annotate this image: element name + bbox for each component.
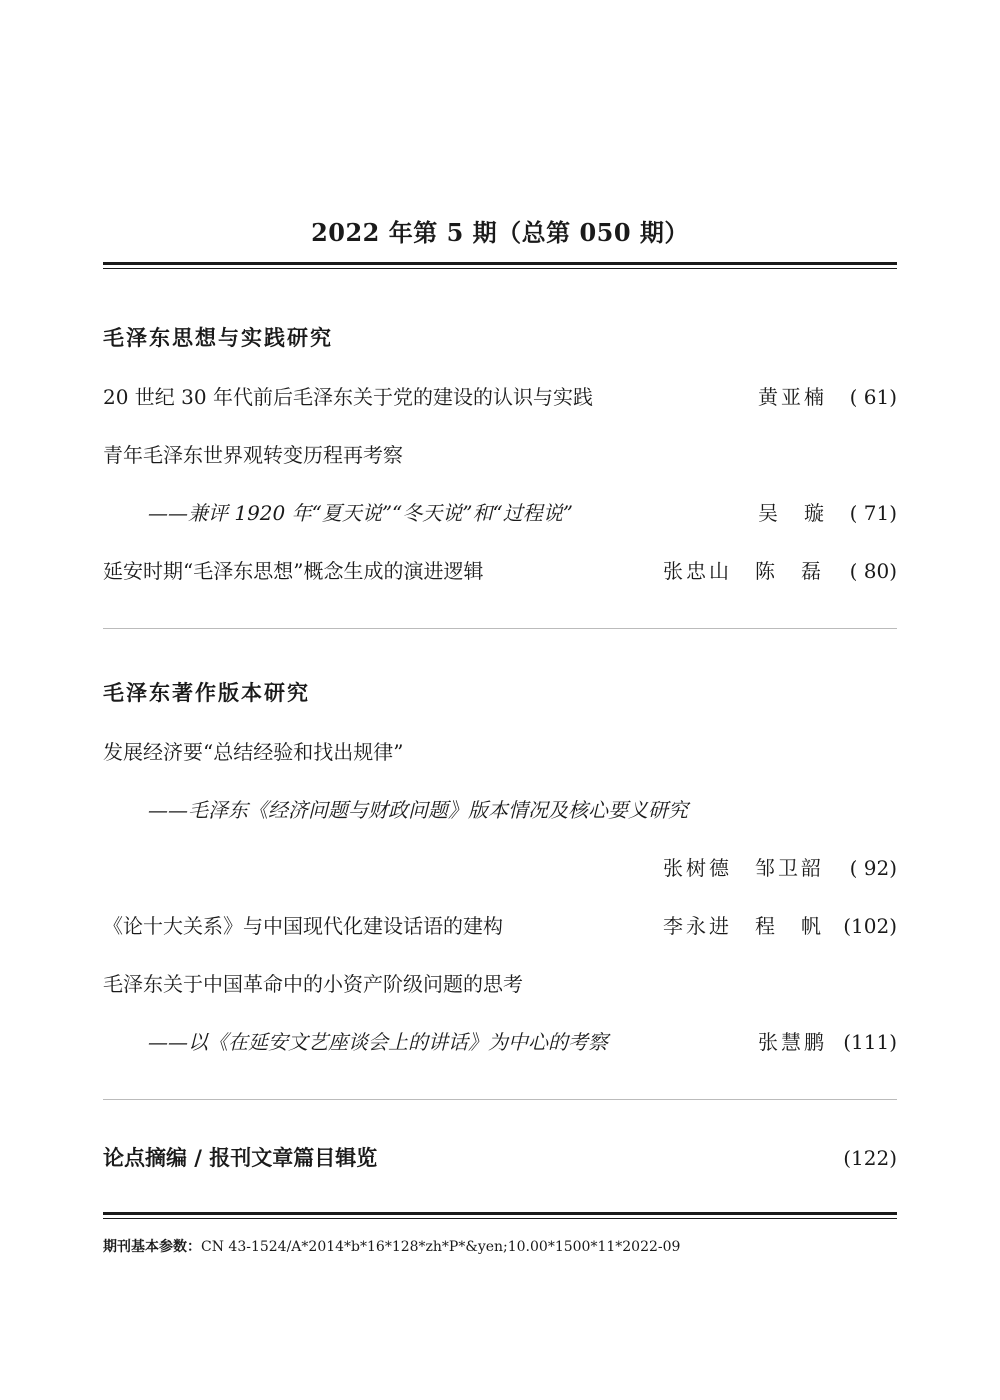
digest-page: (122) xyxy=(843,1146,897,1170)
toc-entry[interactable] xyxy=(103,911,897,941)
entry-page: ( 71) xyxy=(849,501,897,525)
footer-value: CN 43-1524/A*2014*b*16*128*zh*P*&yen;10.00*1500*11*2022-09 xyxy=(201,1239,681,1255)
entry-title: 延安时期“毛泽东思想”概念生成的演进逻辑 xyxy=(103,559,484,583)
footer-rule-thin xyxy=(103,1218,897,1219)
footer-label: 期刊基本参数： xyxy=(103,1239,201,1255)
entry-page: ( 80) xyxy=(849,559,897,583)
entry-page: ( 92) xyxy=(849,856,897,880)
toc-entry[interactable] xyxy=(103,969,897,999)
toc-entry[interactable] xyxy=(103,440,897,470)
toc-entry[interactable] xyxy=(103,498,897,528)
section-heading: 毛泽东思想与实践研究 xyxy=(103,326,333,350)
toc-entry[interactable] xyxy=(103,737,897,767)
entry-subtitle: ——以《在延安文艺座谈会上的讲话》为中心的考察 xyxy=(148,1030,608,1054)
digest-label: 论点摘编 / 报刊文章篇目辑览 xyxy=(103,1146,378,1170)
entry-title: 毛泽东关于中国革命中的小资产阶级问题的思考 xyxy=(103,972,523,996)
entry-title: 发展经济要“总结经验和找出规律” xyxy=(103,740,404,764)
entry-subtitle: ——兼评 1920 年“夏天说”“冬天说”和“过程说” xyxy=(148,501,573,525)
toc-entry[interactable] xyxy=(103,382,897,412)
entry-title: 青年毛泽东世界观转变历程再考察 xyxy=(103,443,403,467)
toc-entry[interactable] xyxy=(103,556,897,586)
entry-author: 黄亚楠 xyxy=(758,385,827,409)
journal-parameters xyxy=(103,1236,680,1256)
entry-author: 张树德 邹卫韶 xyxy=(663,856,824,880)
section-divider xyxy=(103,1099,897,1100)
entry-page: (102) xyxy=(843,914,897,938)
entry-page: ( 61) xyxy=(849,385,897,409)
header-rule-thin xyxy=(103,268,897,269)
entry-author: 吴 璇 xyxy=(758,501,827,525)
digest-entry[interactable] xyxy=(103,1143,897,1173)
issue-title: 2022 年第 5 期（总第 050 期） xyxy=(311,218,689,247)
entry-author: 张忠山 陈 磊 xyxy=(663,559,824,583)
entry-page: (111) xyxy=(843,1030,897,1054)
entry-title: 《论十大关系》与中国现代化建设话语的建构 xyxy=(103,914,503,938)
section-heading: 毛泽东著作版本研究 xyxy=(103,681,310,705)
section-divider xyxy=(103,628,897,629)
entry-author: 李永进 程 帆 xyxy=(663,914,824,938)
entry-author: 张慧鹏 xyxy=(758,1030,827,1054)
toc-entry[interactable] xyxy=(103,1027,897,1057)
entry-title: 20 世纪 30 年代前后毛泽东关于党的建设的认识与实践 xyxy=(103,385,593,409)
toc-entry[interactable] xyxy=(103,853,897,883)
toc-entry[interactable] xyxy=(103,795,897,825)
footer-rule-thick xyxy=(103,1212,897,1215)
header-rule-thick xyxy=(103,262,897,265)
entry-subtitle: ——毛泽东《经济问题与财政问题》版本情况及核心要义研究 xyxy=(148,798,688,822)
